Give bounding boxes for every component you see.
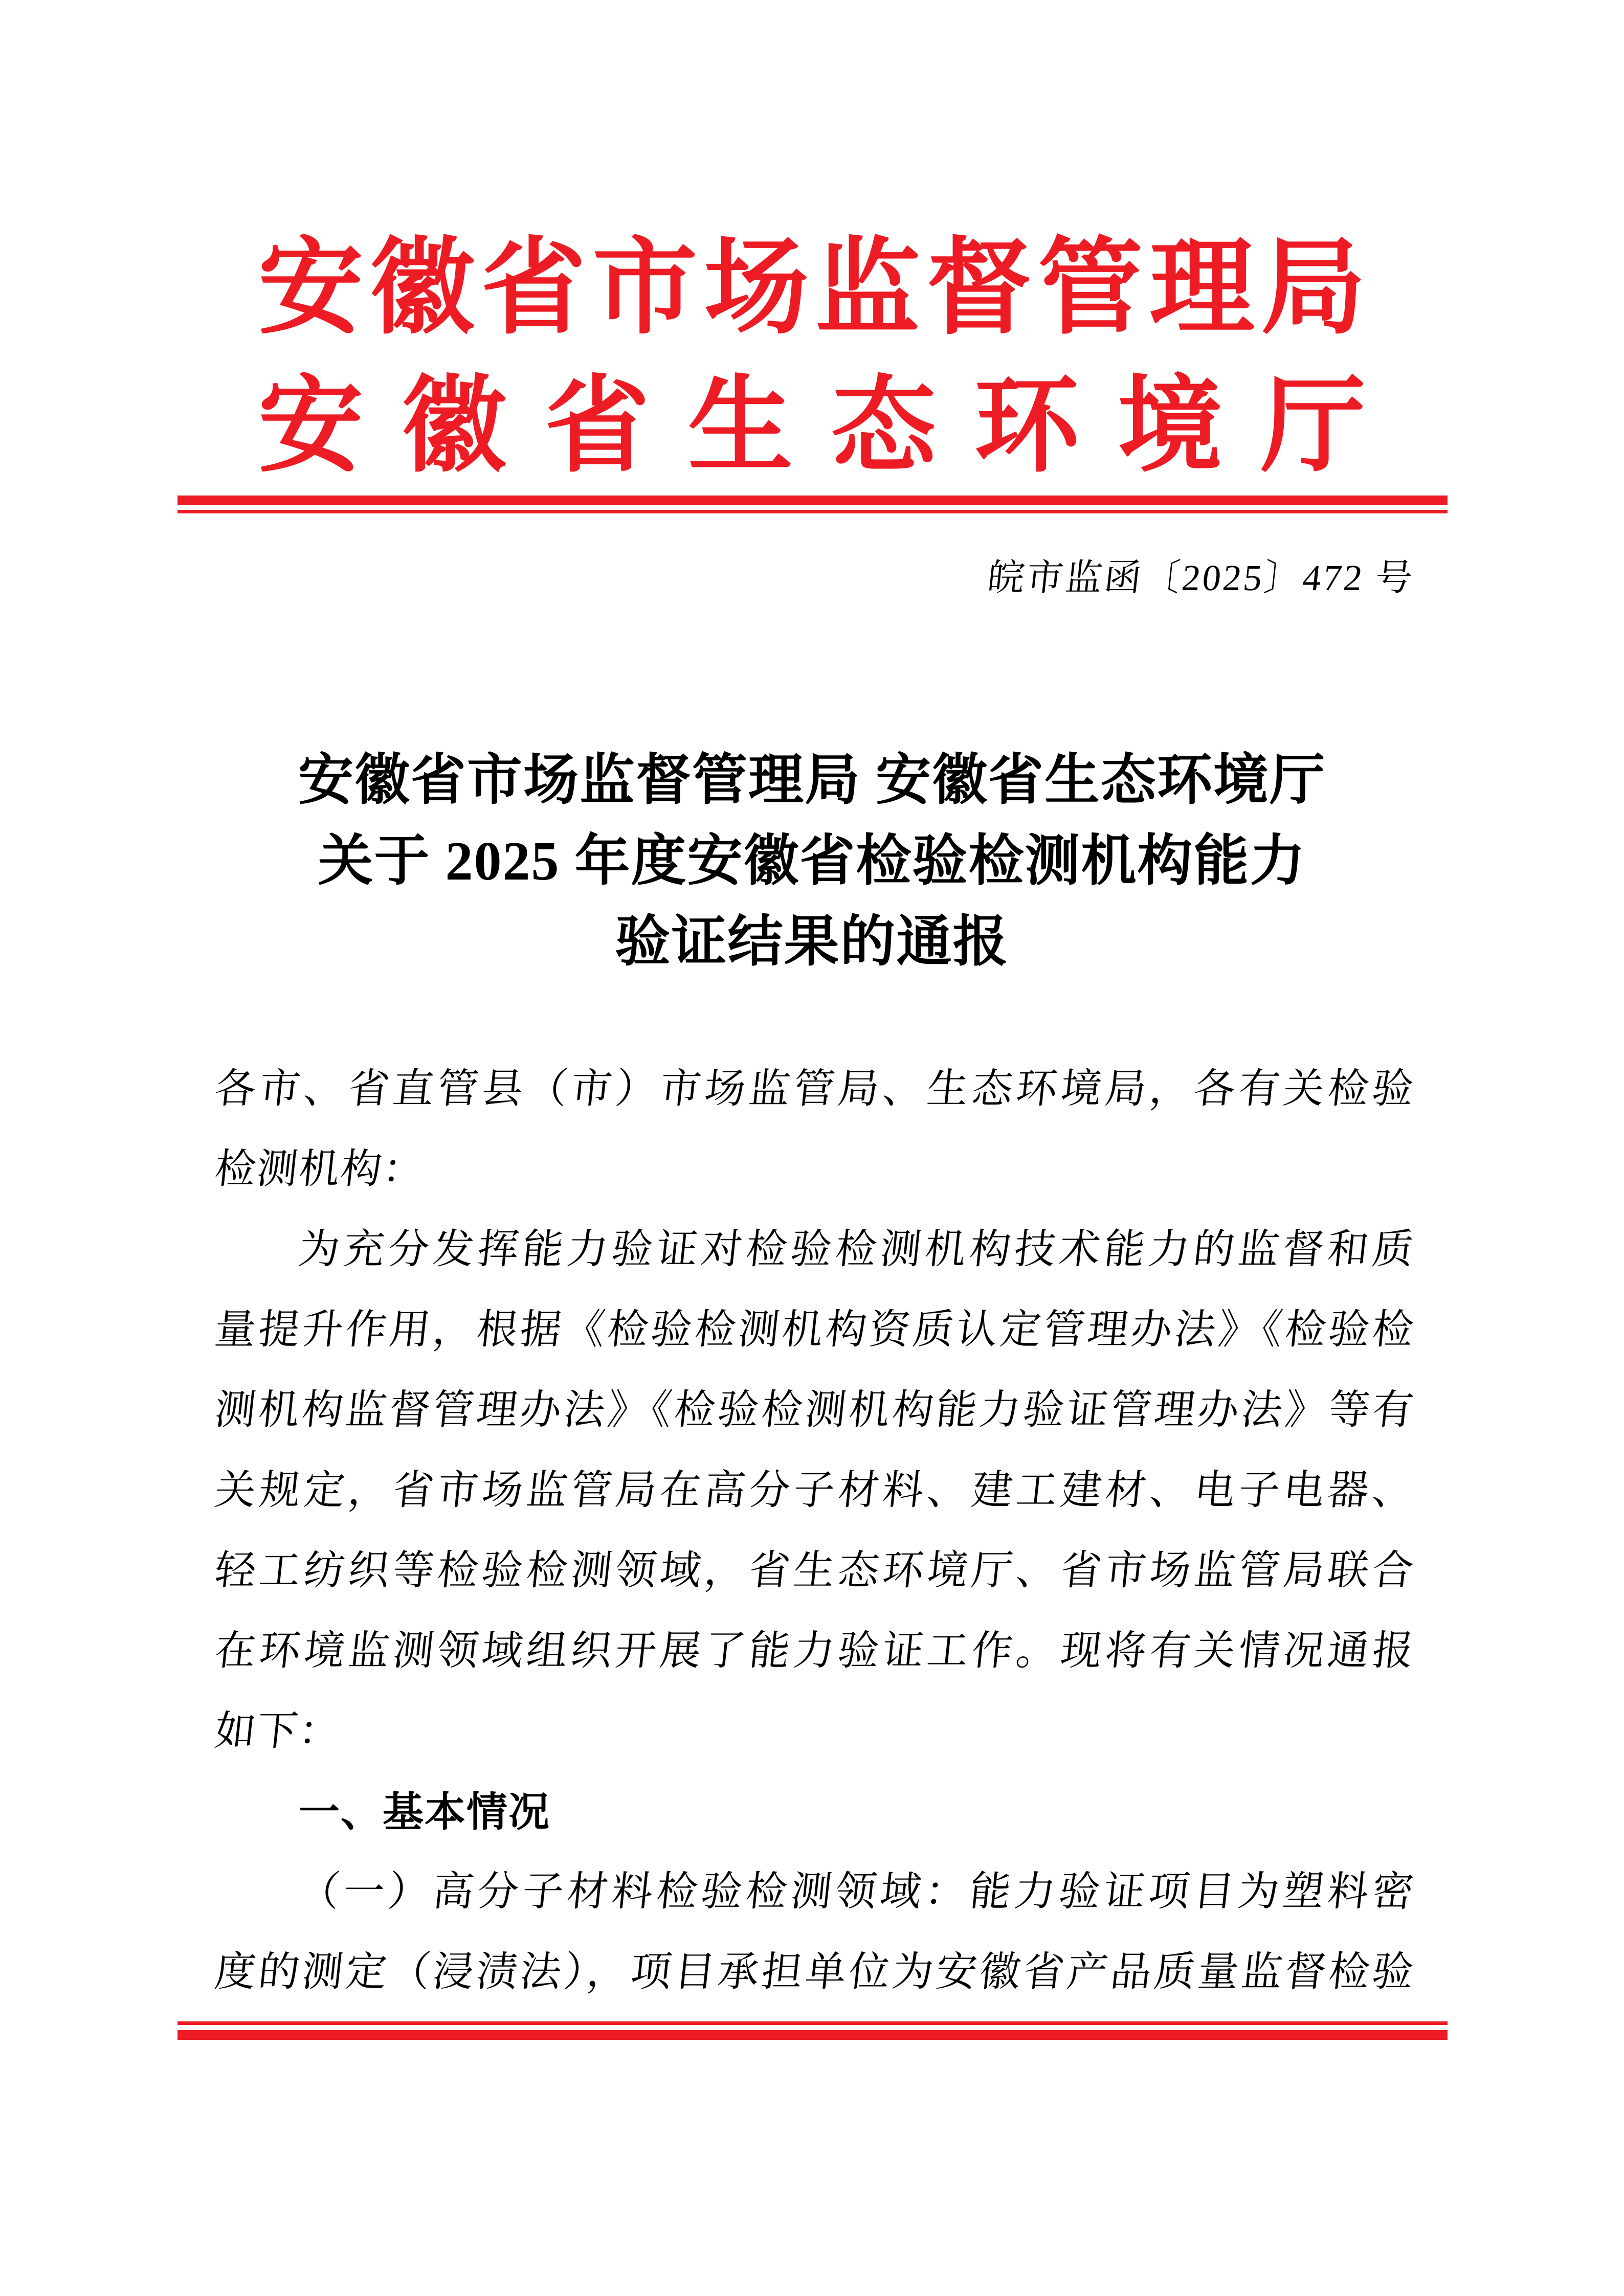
header-rule-thin <box>177 510 1448 513</box>
body-line: 在环境监测领域组织开展了能力验证工作。现将有关情况通报 <box>212 1629 1417 1674</box>
footer-rule-thin <box>177 2021 1448 2025</box>
body-line: 如下： <box>212 1709 343 1754</box>
body-line: 量提升作用，根据《检验检测机构资质认定管理办法》《检验检 <box>212 1308 1417 1353</box>
title-line-2: 关于 2025 年度安徽省检验检测机构能力 <box>318 831 1306 892</box>
footer-rule-thick <box>177 2030 1448 2040</box>
body-line: 测机构监督管理办法》《检验检测机构能力验证管理办法》等有 <box>212 1388 1417 1433</box>
letterhead-agency-line-1: 安徽省市场监督管理局 <box>258 231 1366 347</box>
document-body <box>212 1049 1417 2013</box>
header-rule-thick <box>177 496 1448 505</box>
body-line: 关规定，省市场监管局在高分子材料、建工建材、电子电器、 <box>212 1468 1417 1513</box>
letterhead-agency-line-2: 安徽省生态环境厅 <box>258 369 1366 485</box>
letterhead <box>258 220 1366 496</box>
title-line-1: 安徽省市场监督管理局 安徽省生态环境厅 <box>298 750 1326 811</box>
body-line: 检测机构： <box>212 1147 427 1192</box>
body-line: 轻工纺织等检验检测领域，省生态环境厅、省市场监管局联合 <box>212 1548 1417 1593</box>
body-section-heading: 一、基本情况 <box>299 1788 550 1836</box>
doc-number: 皖市监函〔2025〕472 号 <box>985 557 1417 598</box>
document-title <box>0 740 1624 983</box>
body-line: 度的测定（浸渍法），项目承担单位为安徽省产品质量监督检验 <box>212 1950 1417 1995</box>
body-line: 各市、省直管县（市）市场监管局、生态环境局，各有关检验 <box>212 1067 1417 1112</box>
title-line-3: 验证结果的通报 <box>615 912 1009 973</box>
body-line: 为充分发挥能力验证对检验检测机构技术能力的监督和质 <box>296 1227 1417 1272</box>
body-line: （一）高分子材料检验检测领域：能力验证项目为塑料密 <box>296 1870 1417 1915</box>
